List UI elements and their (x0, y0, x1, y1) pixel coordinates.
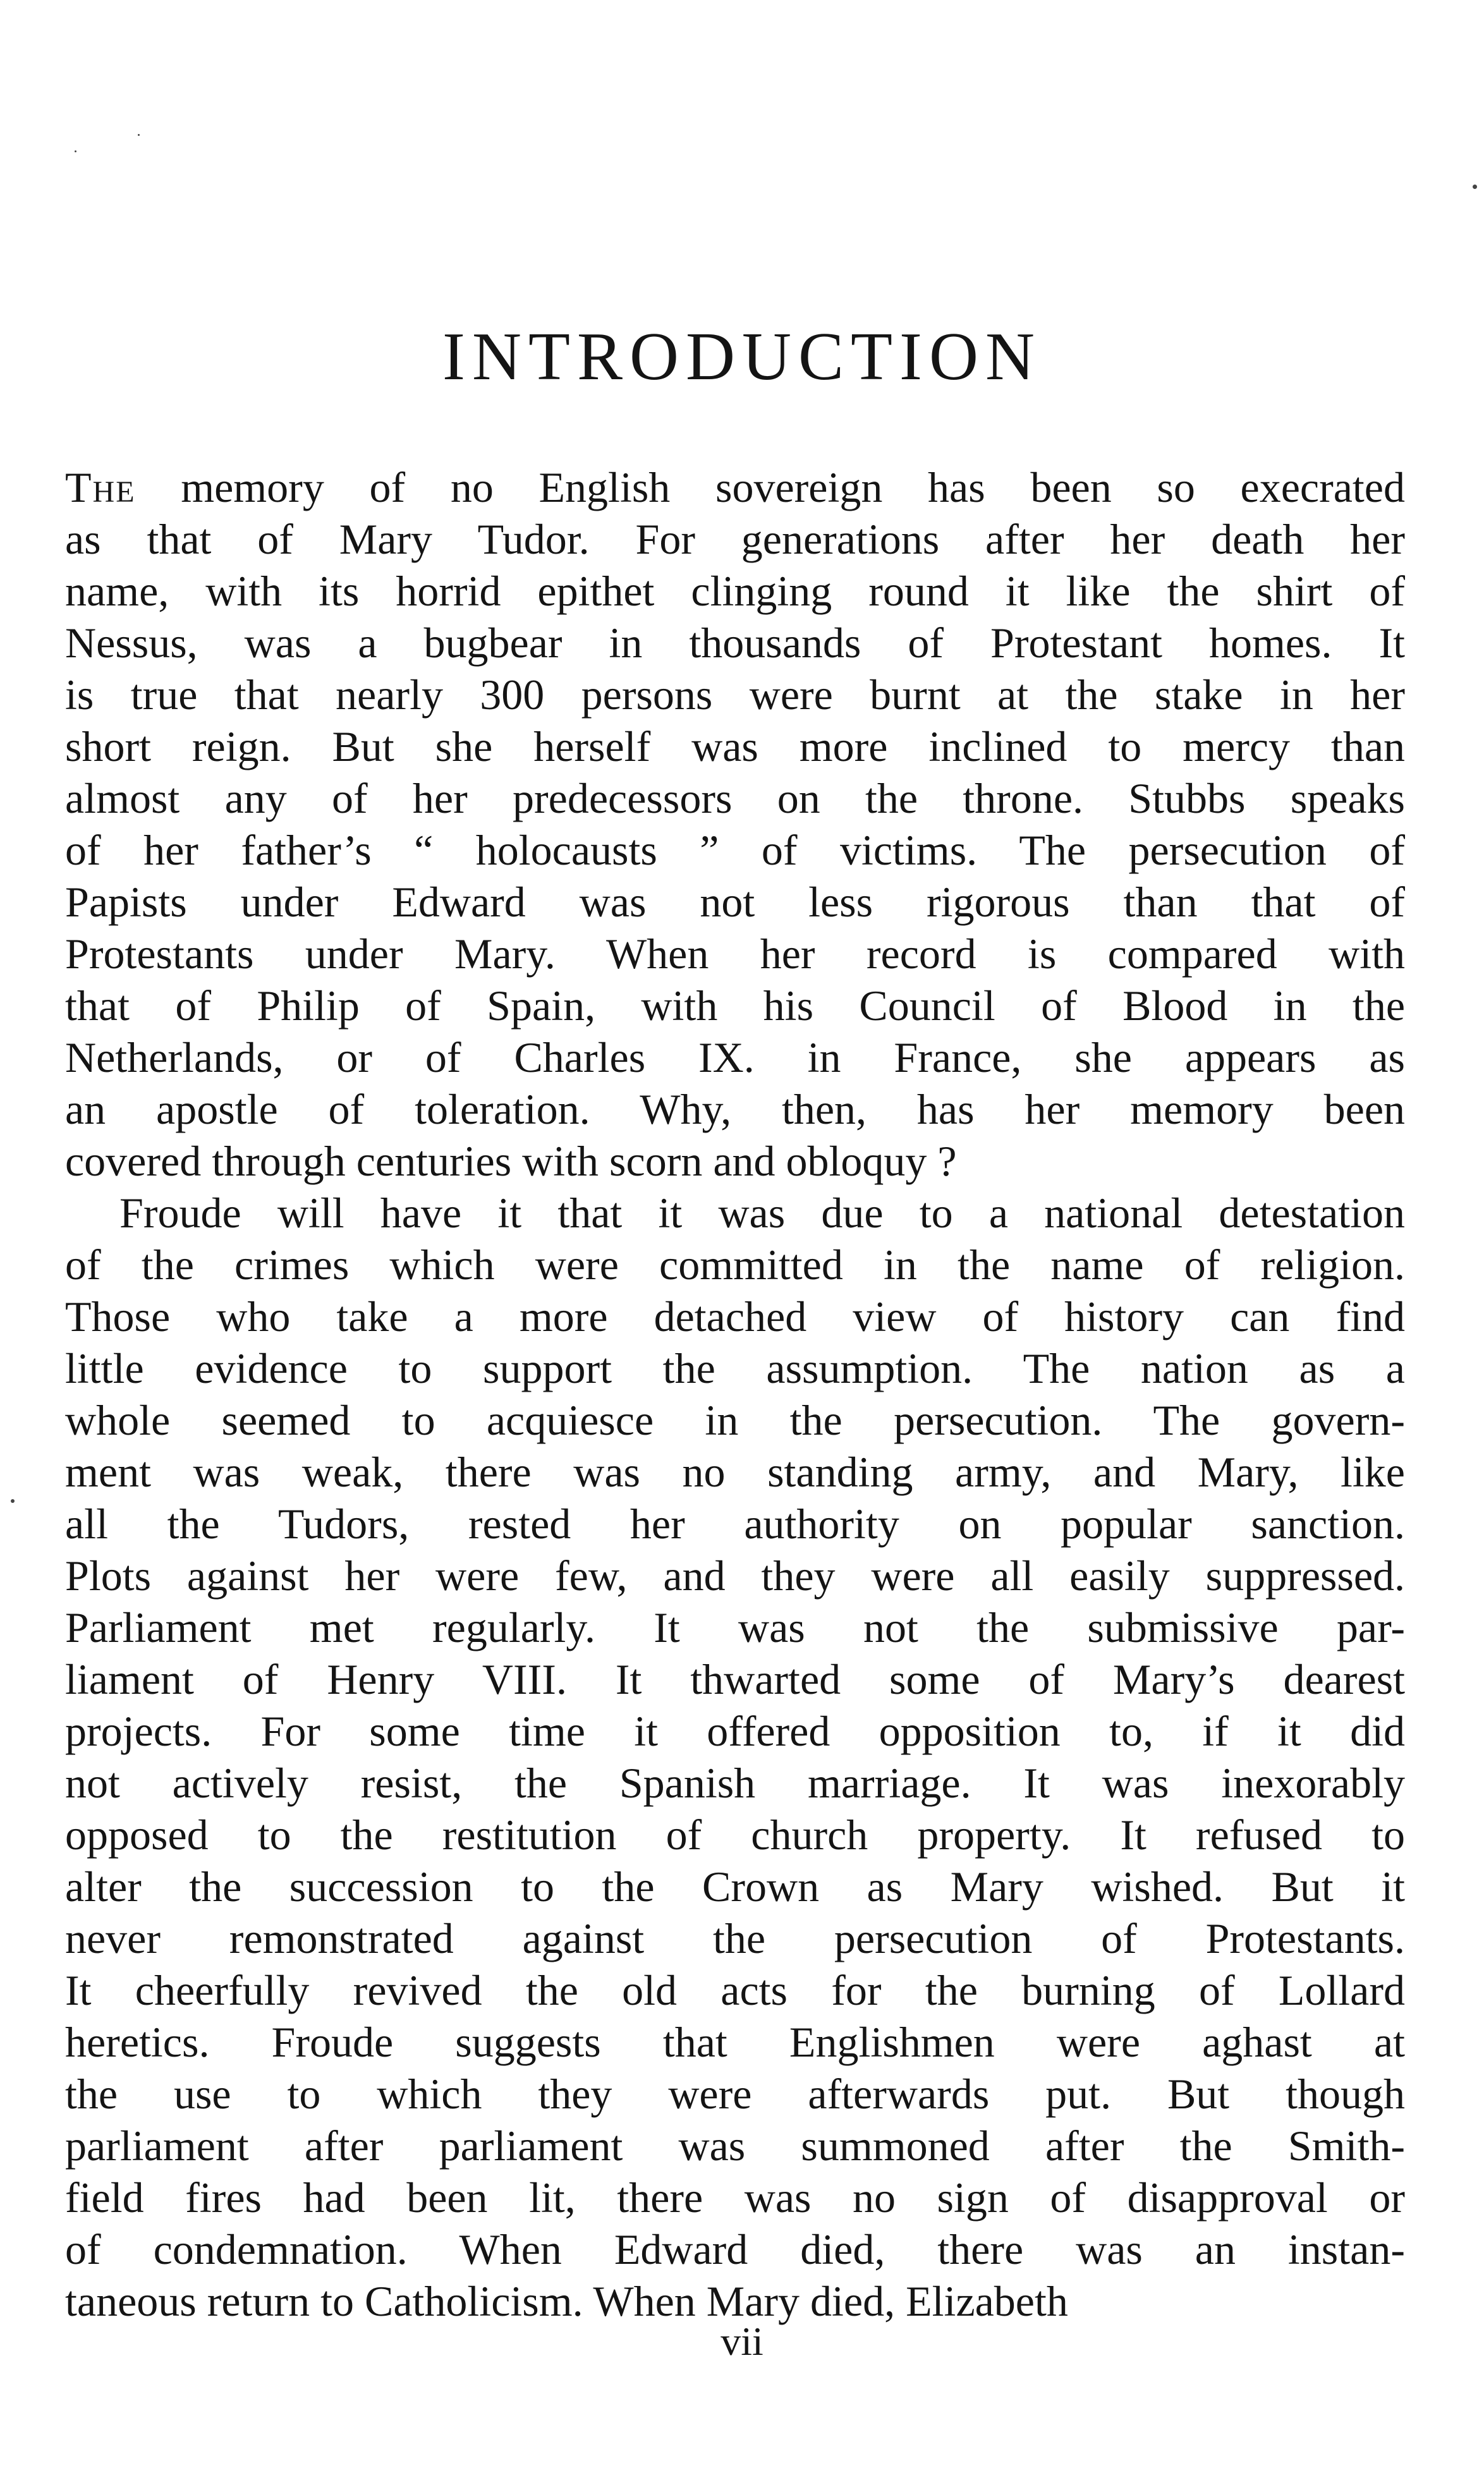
text-line: liament of Henry VIII. It thwarted some of Mary’s dearest (65, 1655, 1405, 1703)
paragraph (65, 1187, 1405, 2327)
text-line: taneous return to Catholicism. When Mary died, Elizabeth (65, 2277, 1068, 2325)
text-line: ment was weak, there was no standing army, and Mary, like (65, 1448, 1405, 1496)
page-number: vii (721, 2319, 763, 2364)
text-line: as that of Mary Tudor. For generations after her death her (65, 515, 1405, 563)
body-text (65, 461, 1405, 2327)
text-line: heretics. Froude suggests that Englishmen were aghast at (65, 2018, 1405, 2066)
text-line: name, with its horrid epithet clinging round it like the shirt of (65, 567, 1405, 615)
page-title: INTRODUCTION (442, 319, 1042, 394)
line-text: memory of no English sovereign has been so execrated (135, 463, 1405, 511)
text-line: of the crimes which were committed in the name of religion. (65, 1241, 1405, 1289)
text-line: field fires had been lit, there was no sign of disapproval or (65, 2173, 1405, 2222)
text-line: of condemnation. When Edward died, there was an instan- (65, 2225, 1405, 2273)
scan-speck (1473, 185, 1477, 189)
paragraph (65, 461, 1405, 1187)
text-line: of her father’s “ holocausts ” of victims. The persecution of (65, 826, 1405, 874)
text-line: little evidence to support the assumption. The nation as a (65, 1344, 1405, 1392)
text-line: opposed to the restitution of church property. It refused to (65, 1811, 1405, 1859)
text-line: all the Tudors, rested her authority on popular sanction. (65, 1500, 1405, 1548)
text-line: Froude will have it that it was due to a national detestation (119, 1189, 1405, 1237)
scan-speck (138, 134, 140, 136)
text-line: projects. For some time it offered opposition to, if it did (65, 1707, 1405, 1755)
text-line: that of Philip of Spain, with his Council of Blood in the (65, 982, 1405, 1030)
text-line (65, 461, 1405, 513)
text-line: short reign. But she herself was more inclined to mercy than (65, 722, 1405, 770)
text-line: Parliament met regularly. It was not the submissive par- (65, 1603, 1405, 1651)
text-line: never remonstrated against the persecution of Protestants. (65, 1914, 1405, 1962)
text-line: parliament after parliament was summoned after the Smith- (65, 2122, 1405, 2170)
text-line: Papists under Edward was not less rigorous than that of (65, 878, 1405, 926)
text-line: Netherlands, or of Charles IX. in France, she appears as (65, 1033, 1405, 1081)
text-line: almost any of her predecessors on the throne. Stubbs speaks (65, 774, 1405, 822)
text-line: Plots against her were few, and they were all easily suppressed. (65, 1552, 1405, 1600)
text-line: the use to which they were afterwards put. But though (65, 2070, 1405, 2118)
text-line: is true that nearly 300 persons were burnt at the stake in her (65, 671, 1405, 719)
text-line: not actively resist, the Spanish marriage. It was inexorably (65, 1759, 1405, 1807)
text-line: whole seemed to acquiesce in the persecution. The govern- (65, 1396, 1405, 1444)
text-line: Protestants under Mary. When her record is compared with (65, 930, 1405, 978)
scan-speck (75, 150, 76, 152)
text-line: It cheerfully revived the old acts for the burning of Lollard (65, 1966, 1405, 2014)
scan-speck (11, 1499, 15, 1503)
lead-word: The (65, 463, 136, 511)
text-line: covered through centuries with scorn and obloquy ? (65, 1137, 957, 1185)
text-line: an apostle of toleration. Why, then, has her memory been (65, 1085, 1405, 1133)
text-line: Nessus, was a bugbear in thousands of Protestant homes. It (65, 619, 1405, 667)
text-line: alter the succession to the Crown as Mary wished. But it (65, 1863, 1405, 1911)
text-line: Those who take a more detached view of history can find (65, 1292, 1405, 1340)
